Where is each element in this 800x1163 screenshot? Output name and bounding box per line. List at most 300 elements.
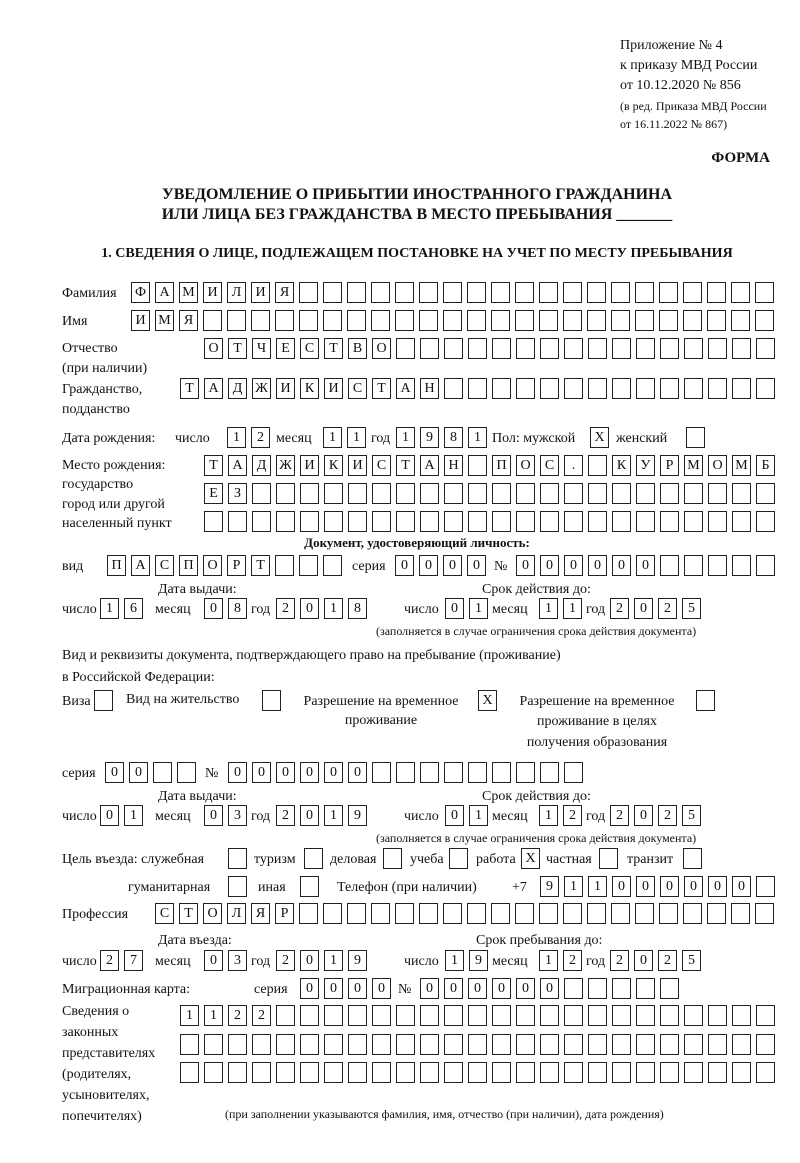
stay-number-box[interactable] (420, 762, 439, 783)
profession-box[interactable] (443, 903, 462, 924)
birth-month-box[interactable]: 1 (323, 427, 342, 448)
birthplace-box[interactable] (732, 483, 751, 504)
representatives-box[interactable] (708, 1005, 727, 1026)
birthplace-box[interactable]: У (636, 455, 655, 476)
surname-box[interactable] (563, 282, 582, 303)
purpose-other-checkbox[interactable] (300, 876, 319, 897)
surname-box[interactable] (419, 282, 438, 303)
birthplace-box[interactable] (516, 483, 535, 504)
patronymic-box[interactable] (660, 338, 679, 359)
year-box[interactable]: 2 (610, 598, 629, 619)
representatives-box[interactable] (300, 1062, 319, 1083)
stay-number-box[interactable] (372, 762, 391, 783)
citizenship-box[interactable] (468, 378, 487, 399)
birthplace-box[interactable]: К (612, 455, 631, 476)
birthplace-box[interactable] (372, 511, 391, 532)
birthplace-box[interactable] (708, 511, 727, 532)
surname-box[interactable] (707, 282, 726, 303)
representatives-box[interactable] (444, 1062, 463, 1083)
year-box[interactable]: 0 (300, 805, 319, 826)
migration-number-box[interactable] (636, 978, 655, 999)
patronymic-box[interactable]: О (204, 338, 223, 359)
id-number-box[interactable]: 0 (588, 555, 607, 576)
day-box[interactable]: 1 (469, 805, 488, 826)
id-kind-box[interactable]: П (179, 555, 198, 576)
representatives-box[interactable] (684, 1005, 703, 1026)
representatives-box[interactable] (540, 1062, 559, 1083)
representatives-box[interactable] (612, 1062, 631, 1083)
phone-box[interactable]: 0 (636, 876, 655, 897)
id-kind-box[interactable] (275, 555, 294, 576)
citizenship-box[interactable]: Т (372, 378, 391, 399)
birthplace-box[interactable] (756, 483, 775, 504)
birthplace-box[interactable] (636, 511, 655, 532)
patronymic-box[interactable] (492, 338, 511, 359)
profession-box[interactable] (419, 903, 438, 924)
representatives-box[interactable] (612, 1005, 631, 1026)
id-kind-box[interactable]: Р (227, 555, 246, 576)
year-box[interactable]: 0 (634, 598, 653, 619)
profession-box[interactable] (755, 903, 774, 924)
birthplace-box[interactable] (564, 511, 583, 532)
name-box[interactable] (491, 310, 510, 331)
citizenship-box[interactable] (588, 378, 607, 399)
stay-number-box[interactable]: 0 (252, 762, 271, 783)
month-box[interactable]: 1 (539, 598, 558, 619)
citizenship-box[interactable]: И (276, 378, 295, 399)
month-box[interactable]: 8 (228, 598, 247, 619)
birthplace-box[interactable]: П (492, 455, 511, 476)
year-box[interactable]: 8 (348, 598, 367, 619)
representatives-box[interactable] (612, 1034, 631, 1055)
profession-box[interactable] (683, 903, 702, 924)
patronymic-box[interactable] (420, 338, 439, 359)
month-box[interactable]: 0 (204, 950, 223, 971)
representatives-box[interactable] (636, 1062, 655, 1083)
patronymic-box[interactable]: Т (228, 338, 247, 359)
surname-box[interactable] (491, 282, 510, 303)
representatives-box[interactable] (564, 1034, 583, 1055)
patronymic-box[interactable] (756, 338, 775, 359)
birthplace-box[interactable]: Н (444, 455, 463, 476)
citizenship-box[interactable] (444, 378, 463, 399)
year-box[interactable]: 5 (682, 598, 701, 619)
stay-series-box[interactable]: 0 (105, 762, 124, 783)
representatives-box[interactable] (516, 1062, 535, 1083)
surname-box[interactable] (683, 282, 702, 303)
representatives-box[interactable] (252, 1034, 271, 1055)
female-checkbox[interactable] (686, 427, 705, 448)
temp-residence-edu-checkbox[interactable] (696, 690, 715, 711)
representatives-box[interactable] (660, 1005, 679, 1026)
profession-box[interactable] (299, 903, 318, 924)
citizenship-box[interactable] (708, 378, 727, 399)
id-kind-box[interactable]: О (203, 555, 222, 576)
year-box[interactable]: 1 (324, 950, 343, 971)
birthplace-box[interactable] (468, 483, 487, 504)
profession-box[interactable] (635, 903, 654, 924)
birth-day-box[interactable]: 1 (227, 427, 246, 448)
birthplace-box[interactable] (252, 483, 271, 504)
representatives-box[interactable] (444, 1034, 463, 1055)
phone-box[interactable]: 1 (564, 876, 583, 897)
representatives-box[interactable] (492, 1005, 511, 1026)
stay-number-box[interactable]: 0 (348, 762, 367, 783)
profession-box[interactable] (539, 903, 558, 924)
name-box[interactable]: М (155, 310, 174, 331)
birthplace-box[interactable] (516, 511, 535, 532)
surname-box[interactable]: И (203, 282, 222, 303)
migration-series-box[interactable]: 0 (300, 978, 319, 999)
stay-number-box[interactable]: 0 (324, 762, 343, 783)
representatives-box[interactable] (660, 1062, 679, 1083)
citizenship-box[interactable]: А (204, 378, 223, 399)
patronymic-box[interactable]: В (348, 338, 367, 359)
phone-box[interactable]: 1 (588, 876, 607, 897)
citizenship-box[interactable]: Д (228, 378, 247, 399)
birthplace-box[interactable] (444, 483, 463, 504)
birthplace-box[interactable] (396, 511, 415, 532)
stay-number-box[interactable]: 0 (300, 762, 319, 783)
citizenship-box[interactable] (756, 378, 775, 399)
name-box[interactable] (539, 310, 558, 331)
birthplace-box[interactable] (732, 511, 751, 532)
birthplace-box[interactable] (324, 483, 343, 504)
representatives-box[interactable]: 1 (204, 1005, 223, 1026)
day-box[interactable]: 7 (124, 950, 143, 971)
purpose-private-checkbox[interactable] (599, 848, 618, 869)
stay-series-box[interactable] (153, 762, 172, 783)
purpose-business-checkbox[interactable] (383, 848, 402, 869)
patronymic-box[interactable] (612, 338, 631, 359)
representatives-box[interactable] (396, 1062, 415, 1083)
name-box[interactable] (611, 310, 630, 331)
citizenship-box[interactable]: А (396, 378, 415, 399)
stay-number-box[interactable] (516, 762, 535, 783)
representatives-box[interactable] (300, 1005, 319, 1026)
surname-box[interactable] (731, 282, 750, 303)
profession-box[interactable]: Р (275, 903, 294, 924)
day-box[interactable]: 6 (124, 598, 143, 619)
month-box[interactable]: 2 (563, 805, 582, 826)
phone-box[interactable]: 0 (732, 876, 751, 897)
birthplace-box[interactable] (468, 511, 487, 532)
year-box[interactable]: 2 (610, 805, 629, 826)
representatives-box[interactable]: 1 (180, 1005, 199, 1026)
id-number-box[interactable]: 0 (516, 555, 535, 576)
migration-number-box[interactable]: 0 (420, 978, 439, 999)
id-kind-box[interactable] (299, 555, 318, 576)
day-box[interactable]: 2 (100, 950, 119, 971)
representatives-box[interactable] (468, 1034, 487, 1055)
birth-year-box[interactable]: 8 (444, 427, 463, 448)
birthplace-box[interactable]: Т (396, 455, 415, 476)
birth-year-box[interactable]: 1 (468, 427, 487, 448)
surname-box[interactable]: И (251, 282, 270, 303)
surname-box[interactable]: Ф (131, 282, 150, 303)
id-number-box[interactable] (708, 555, 727, 576)
id-kind-box[interactable]: С (155, 555, 174, 576)
patronymic-box[interactable] (396, 338, 415, 359)
citizenship-box[interactable]: И (324, 378, 343, 399)
month-box[interactable]: 1 (563, 598, 582, 619)
representatives-box[interactable] (756, 1005, 775, 1026)
birthplace-box[interactable] (300, 483, 319, 504)
stay-number-box[interactable] (540, 762, 559, 783)
name-box[interactable] (275, 310, 294, 331)
representatives-box[interactable] (492, 1062, 511, 1083)
birthplace-box[interactable]: Д (252, 455, 271, 476)
patronymic-box[interactable] (468, 338, 487, 359)
representatives-box[interactable] (540, 1034, 559, 1055)
birthplace-box[interactable] (468, 455, 487, 476)
birthplace-box[interactable] (588, 511, 607, 532)
birthplace-box[interactable] (396, 483, 415, 504)
birthplace-box[interactable]: . (564, 455, 583, 476)
patronymic-box[interactable] (540, 338, 559, 359)
purpose-study-checkbox[interactable] (449, 848, 468, 869)
citizenship-box[interactable]: Т (180, 378, 199, 399)
representatives-box[interactable] (276, 1062, 295, 1083)
profession-box[interactable] (371, 903, 390, 924)
birthplace-box[interactable] (276, 511, 295, 532)
representatives-box[interactable]: 2 (252, 1005, 271, 1026)
migration-series-box[interactable]: 0 (372, 978, 391, 999)
birthplace-box[interactable] (708, 483, 727, 504)
profession-box[interactable] (491, 903, 510, 924)
representatives-box[interactable] (324, 1062, 343, 1083)
birthplace-box[interactable]: Ж (276, 455, 295, 476)
name-box[interactable] (755, 310, 774, 331)
representatives-box[interactable] (732, 1034, 751, 1055)
name-box[interactable] (203, 310, 222, 331)
year-box[interactable]: 9 (348, 950, 367, 971)
representatives-box[interactable] (420, 1062, 439, 1083)
purpose-tourism-checkbox[interactable] (304, 848, 323, 869)
birthplace-box[interactable]: Б (756, 455, 775, 476)
representatives-box[interactable] (516, 1034, 535, 1055)
representatives-box[interactable] (564, 1005, 583, 1026)
day-box[interactable]: 1 (100, 598, 119, 619)
id-series-box[interactable]: 0 (443, 555, 462, 576)
representatives-box[interactable] (348, 1062, 367, 1083)
day-box[interactable]: 1 (445, 950, 464, 971)
purpose-transit-checkbox[interactable] (683, 848, 702, 869)
migration-number-box[interactable]: 0 (444, 978, 463, 999)
id-series-box[interactable]: 0 (467, 555, 486, 576)
stay-number-box[interactable]: 0 (276, 762, 295, 783)
birthplace-box[interactable] (612, 483, 631, 504)
profession-box[interactable] (563, 903, 582, 924)
birthplace-box[interactable]: З (228, 483, 247, 504)
phone-box[interactable]: 0 (612, 876, 631, 897)
residence-checkbox[interactable] (262, 690, 281, 711)
year-box[interactable]: 0 (634, 950, 653, 971)
profession-box[interactable] (659, 903, 678, 924)
representatives-box[interactable] (372, 1062, 391, 1083)
representatives-box[interactable] (396, 1034, 415, 1055)
year-box[interactable]: 2 (658, 950, 677, 971)
stay-series-box[interactable]: 0 (129, 762, 148, 783)
birthplace-box[interactable] (348, 511, 367, 532)
citizenship-box[interactable] (612, 378, 631, 399)
representatives-box[interactable] (756, 1062, 775, 1083)
profession-box[interactable] (515, 903, 534, 924)
migration-series-box[interactable]: 0 (324, 978, 343, 999)
birth-year-box[interactable]: 9 (420, 427, 439, 448)
surname-box[interactable] (635, 282, 654, 303)
patronymic-box[interactable] (564, 338, 583, 359)
surname-box[interactable] (515, 282, 534, 303)
name-box[interactable] (731, 310, 750, 331)
id-number-box[interactable]: 0 (612, 555, 631, 576)
migration-number-box[interactable] (588, 978, 607, 999)
patronymic-box[interactable] (708, 338, 727, 359)
day-box[interactable]: 9 (469, 950, 488, 971)
name-box[interactable] (659, 310, 678, 331)
month-box[interactable]: 3 (228, 805, 247, 826)
citizenship-box[interactable]: К (300, 378, 319, 399)
birthplace-box[interactable] (660, 483, 679, 504)
profession-box[interactable] (731, 903, 750, 924)
migration-number-box[interactable] (564, 978, 583, 999)
phone-box[interactable]: 0 (708, 876, 727, 897)
representatives-box[interactable] (684, 1034, 703, 1055)
name-box[interactable] (371, 310, 390, 331)
patronymic-box[interactable] (684, 338, 703, 359)
surname-box[interactable]: Л (227, 282, 246, 303)
purpose-humanitarian-checkbox[interactable] (228, 876, 247, 897)
profession-box[interactable] (611, 903, 630, 924)
id-series-box[interactable]: 0 (395, 555, 414, 576)
name-box[interactable] (563, 310, 582, 331)
migration-number-box[interactable] (612, 978, 631, 999)
birthplace-box[interactable] (756, 511, 775, 532)
representatives-box[interactable]: 2 (228, 1005, 247, 1026)
profession-box[interactable] (587, 903, 606, 924)
birthplace-box[interactable]: Т (204, 455, 223, 476)
id-number-box[interactable]: 0 (540, 555, 559, 576)
representatives-box[interactable] (468, 1005, 487, 1026)
year-box[interactable]: 5 (682, 950, 701, 971)
surname-box[interactable] (755, 282, 774, 303)
birthplace-box[interactable] (684, 483, 703, 504)
birthplace-box[interactable] (588, 483, 607, 504)
migration-number-box[interactable]: 0 (540, 978, 559, 999)
surname-box[interactable] (659, 282, 678, 303)
birthplace-box[interactable]: А (420, 455, 439, 476)
birthplace-box[interactable]: О (708, 455, 727, 476)
representatives-box[interactable] (228, 1034, 247, 1055)
surname-box[interactable]: А (155, 282, 174, 303)
stay-number-box[interactable]: 0 (228, 762, 247, 783)
profession-box[interactable]: Я (251, 903, 270, 924)
migration-number-box[interactable]: 0 (516, 978, 535, 999)
year-box[interactable]: 2 (658, 805, 677, 826)
birthplace-box[interactable]: И (300, 455, 319, 476)
day-box[interactable]: 0 (100, 805, 119, 826)
birthplace-box[interactable] (348, 483, 367, 504)
day-box[interactable]: 1 (469, 598, 488, 619)
representatives-box[interactable] (756, 1034, 775, 1055)
representatives-box[interactable] (252, 1062, 271, 1083)
representatives-box[interactable] (564, 1062, 583, 1083)
birth-day-box[interactable]: 2 (251, 427, 270, 448)
stay-number-box[interactable] (564, 762, 583, 783)
year-box[interactable]: 2 (276, 805, 295, 826)
patronymic-box[interactable]: С (300, 338, 319, 359)
representatives-box[interactable] (540, 1005, 559, 1026)
migration-number-box[interactable] (660, 978, 679, 999)
citizenship-box[interactable] (660, 378, 679, 399)
day-box[interactable]: 0 (445, 805, 464, 826)
birthplace-box[interactable] (636, 483, 655, 504)
citizenship-box[interactable] (492, 378, 511, 399)
name-box[interactable] (419, 310, 438, 331)
month-box[interactable]: 0 (204, 598, 223, 619)
representatives-box[interactable] (708, 1062, 727, 1083)
representatives-box[interactable] (732, 1005, 751, 1026)
birthplace-box[interactable] (420, 483, 439, 504)
patronymic-box[interactable] (588, 338, 607, 359)
month-box[interactable]: 1 (539, 950, 558, 971)
id-series-box[interactable]: 0 (419, 555, 438, 576)
birthplace-box[interactable] (540, 483, 559, 504)
birthplace-box[interactable] (228, 511, 247, 532)
id-number-box[interactable] (756, 555, 775, 576)
patronymic-box[interactable]: О (372, 338, 391, 359)
month-box[interactable]: 2 (563, 950, 582, 971)
name-box[interactable] (227, 310, 246, 331)
id-number-box[interactable]: 0 (636, 555, 655, 576)
surname-box[interactable] (443, 282, 462, 303)
purpose-service-checkbox[interactable] (228, 848, 247, 869)
profession-box[interactable]: Т (179, 903, 198, 924)
citizenship-box[interactable]: С (348, 378, 367, 399)
migration-number-box[interactable]: 0 (468, 978, 487, 999)
stay-number-box[interactable] (444, 762, 463, 783)
citizenship-box[interactable] (564, 378, 583, 399)
birthplace-box[interactable] (588, 455, 607, 476)
birthplace-box[interactable]: К (324, 455, 343, 476)
name-box[interactable] (299, 310, 318, 331)
birthplace-box[interactable] (492, 511, 511, 532)
year-box[interactable]: 0 (300, 950, 319, 971)
id-number-box[interactable] (684, 555, 703, 576)
representatives-box[interactable] (588, 1062, 607, 1083)
profession-box[interactable] (467, 903, 486, 924)
representatives-box[interactable] (204, 1034, 223, 1055)
surname-box[interactable] (323, 282, 342, 303)
representatives-box[interactable] (468, 1062, 487, 1083)
citizenship-box[interactable] (540, 378, 559, 399)
birthplace-box[interactable] (564, 483, 583, 504)
birthplace-box[interactable] (252, 511, 271, 532)
representatives-box[interactable] (324, 1005, 343, 1026)
id-kind-box[interactable]: А (131, 555, 150, 576)
surname-box[interactable] (299, 282, 318, 303)
surname-box[interactable]: М (179, 282, 198, 303)
name-box[interactable]: Я (179, 310, 198, 331)
representatives-box[interactable] (516, 1005, 535, 1026)
stay-number-box[interactable] (468, 762, 487, 783)
purpose-work-checkbox[interactable]: X (521, 848, 540, 869)
year-box[interactable]: 2 (658, 598, 677, 619)
id-number-box[interactable] (732, 555, 751, 576)
stay-number-box[interactable] (396, 762, 415, 783)
month-box[interactable]: 0 (204, 805, 223, 826)
birthplace-box[interactable] (540, 511, 559, 532)
